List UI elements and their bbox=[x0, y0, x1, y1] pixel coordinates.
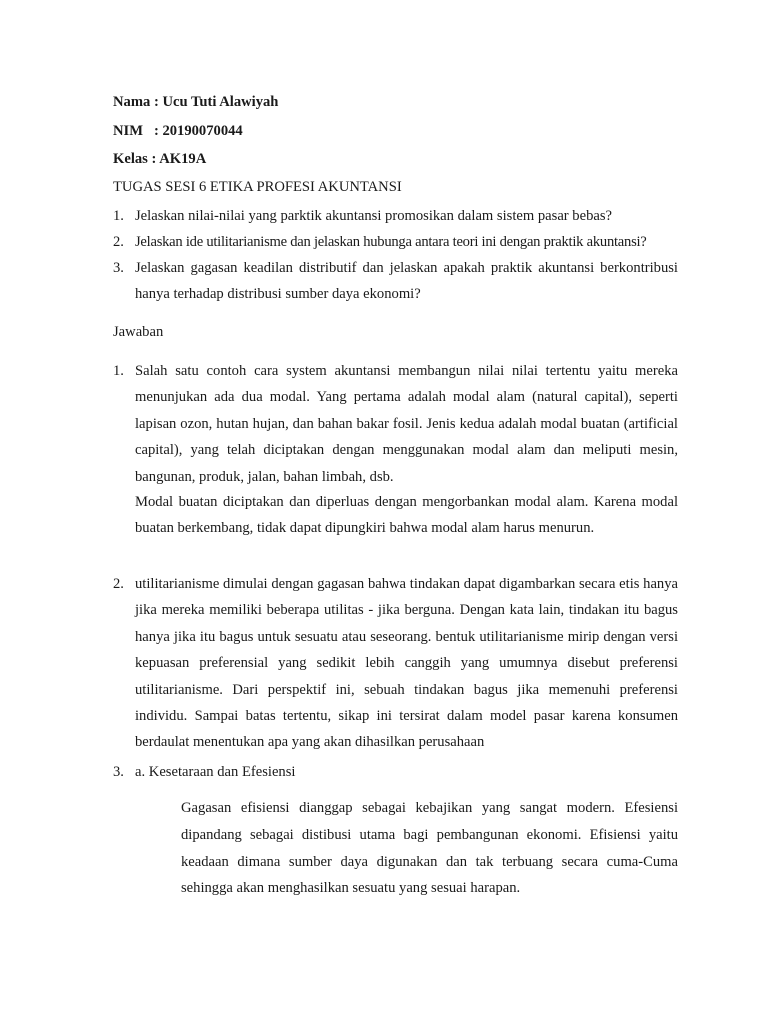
answer-3-number: 3. bbox=[113, 764, 124, 780]
answer-2-number: 2. bbox=[113, 576, 124, 592]
answer-1-paragraph-2: Modal buatan diciptakan dan diperluas dengan mengorbankan modal alam. Karena modal buatan berkembang, tidak dapat dipungkiri bahwa modal alam harus menurun. bbox=[135, 494, 678, 537]
student-nim: NIM : 20190070044 bbox=[113, 123, 243, 139]
student-name: Nama : Ucu Tuti Alawiyah bbox=[113, 94, 279, 110]
answer-heading: Jawaban bbox=[113, 324, 164, 340]
answer-1-paragraph-1: Salah satu contoh cara system akuntansi membangun nilai nilai tertentu yaitu mereka menunjukan ada dua modal. Yang pertama adalah modal alam (natural capital), seperti lapisan ozon, hutan hujan, dan bahan bakar fosil. Jenis kedua adalah modal buatan (artificial capital), yang telah diciptakan dengan menggunakan modal alam dan meliputi mesin, bangunan, produk, jalan, bahan limbah, dsb. bbox=[135, 363, 678, 485]
question-1-text: Jelaskan nilai-nilai yang parktik akuntansi promosikan dalam sistem pasar bebas? bbox=[135, 208, 613, 224]
question-2-number: 2. bbox=[113, 234, 124, 250]
question-1-number: 1. bbox=[113, 208, 124, 224]
answer-1-number: 1. bbox=[113, 363, 124, 379]
student-class: Kelas : AK19A bbox=[113, 151, 207, 167]
answer-2-paragraph-1: utilitarianisme dimulai dengan gagasan bahwa tindakan dapat digambarkan secara etis hanya jika mereka memiliki beberapa utilitas - jika berguna. Dengan kata lain, tindakan itu bagus hanya jika itu bagus untuk sesuatu atau seseorang. bentuk utilitarianisme mirip dengan versi kepuasan preferensial yang sedikit lebih canggih yang umumnya disebut preferensi utilitarianisme. Dari perspektif ini, sebuah tindakan bagus jika memenuhi preferensi individu. Sampai batas tertentu, sikap ini tersirat dalam model pasar karena konsumen berdaulat menentukan apa yang akan dihasilkan perusahaan bbox=[135, 576, 678, 751]
assignment-title: TUGAS SESI 6 ETIKA PROFESI AKUNTANSI bbox=[113, 179, 402, 195]
answer-3-subtext: Gagasan efisiensi dianggap sebagai kebajikan yang sangat modern. Efesiensi dipandang sebagai distibusi utama bagi pembangunan ekonomi. Efisiensi yaitu keadaan dimana sumber daya digunakan dan tak terbuang secara cuma-Cuma sehingga akan menghasilkan sesuatu yang sesuai harapan. bbox=[181, 800, 678, 897]
answer-3-subheading: a. Kesetaraan dan Efesiensi bbox=[135, 764, 296, 780]
question-2-text: Jelaskan ide utilitarianisme dan jelaskan hubunga antara teori ini dengan praktik akuntansi? bbox=[135, 234, 647, 250]
question-3-number: 3. bbox=[113, 260, 124, 276]
question-3-text: Jelaskan gagasan keadilan distributif dan jelaskan apakah praktik akuntansi berkontribusi hanya terhadap distribusi sumber daya ekonomi? bbox=[135, 260, 678, 303]
